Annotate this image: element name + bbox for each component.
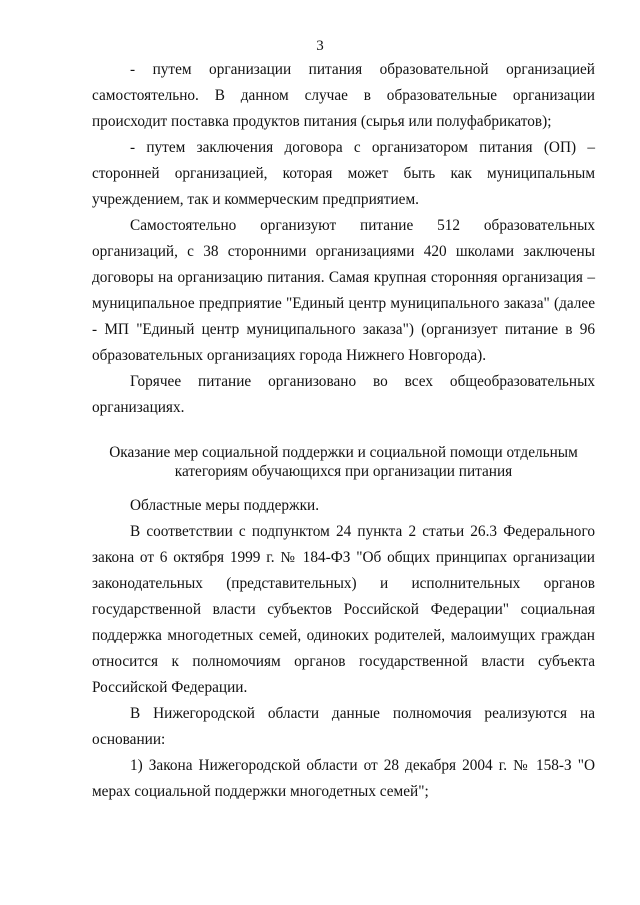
paragraph-nizhny-region: В Нижегородской области данные полномочия реализуются на основании: [92,705,595,748]
heading-spacer [92,481,595,493]
paragraph-regional-law: 1) Закона Нижегородской области от 28 декабря 2004 г. № 158-З "О мерах социальной поддержки многодетных семей"; [92,757,595,800]
document-body [92,57,595,805]
paragraph-statistics: Самостоятельно организуют питание 512 образовательных организаций, с 38 сторонними организациями 420 школами заключены договоры на организацию питания. Самая крупная сторонняя организация – муниципальное предприятие "Единый центр муниципального заказа" (далее - МП "Единый центр муниципального заказа") (организует питание в 96 образовательных организациях города Нижнего Новгорода). [92,217,595,364]
section-heading: Оказание мер социальной поддержки и социальной помощи отдельным категориям обучающихся при организации питания [109,444,578,480]
page-number: 3 [316,38,324,54]
paragraph-hot-meals: Горячее питание организовано во всех общеобразовательных организациях. [92,373,595,416]
paragraph-federal-law: В соответствии с подпунктом 24 пункта 2 статьи 26.3 Федерального закона от 6 октября 1999 г. № 184-ФЗ "Об общих принципах организации законодательных (представительных) и исполнительных органов государственной власти субъектов Российской Федерации" социальная поддержка многодетных семей, одиноких родителей, малоимущих граждан относится к полномочиям органов государственной власти субъекта Российской Федерации. [92,523,595,696]
paragraph-own-organization: - путем организации питания образовательной организацией самостоятельно. В данном случае в образовательные организации происходит поставка продуктов питания (сырья или полуфабрикатов); [92,61,595,130]
paragraph-contract-organizer: - путем заключения договора с организатором питания (ОП) – сторонней организацией, которая может быть как муниципальным учреждением, так и коммерческим предприятием. [92,139,595,208]
paragraph-regional-measures: Областные меры поддержки. [130,497,320,514]
section-spacer [92,421,595,443]
